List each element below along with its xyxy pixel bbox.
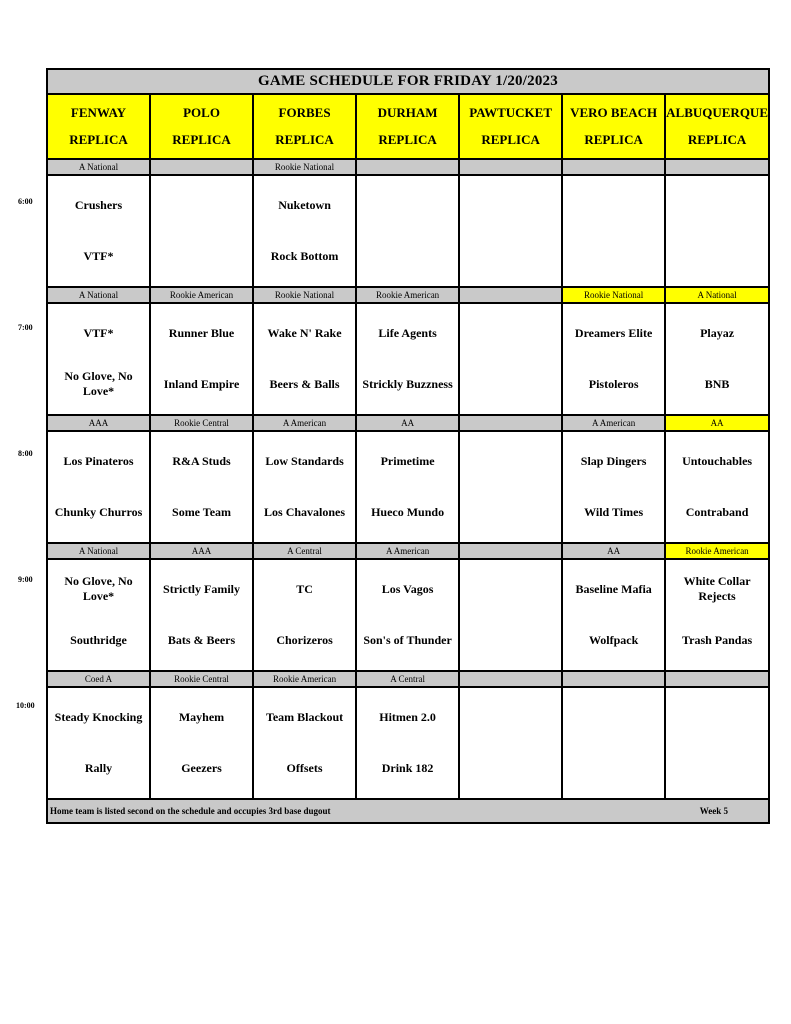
away-team: Wake N' Rake [267, 325, 342, 340]
game-cell [666, 304, 768, 414]
field-name: FORBES [278, 104, 331, 120]
home-team: Contraband [685, 504, 749, 519]
field-header [357, 95, 458, 158]
division-label [460, 544, 561, 558]
home-team: Chorizeros [276, 632, 333, 647]
field-subtitle: REPLICA [584, 132, 643, 148]
field-subtitle: REPLICA [172, 132, 231, 148]
time-slot-label: 7:00 [18, 323, 33, 332]
away-team: Playaz [700, 325, 735, 340]
game-cell [563, 432, 664, 542]
home-team: Some Team [172, 504, 232, 519]
field-name: POLO [183, 104, 220, 120]
field-header [666, 95, 768, 158]
game-cell [460, 304, 561, 414]
field-name: VERO BEACH [570, 104, 658, 120]
home-team: Bats & Beers [167, 632, 236, 647]
division-label [563, 672, 664, 686]
time-slot-label: 6:00 [18, 197, 33, 206]
home-team: Trash Pandas [682, 632, 753, 647]
division-label [151, 160, 252, 174]
division-label: Coed A [48, 672, 149, 686]
away-team: Crushers [74, 197, 123, 212]
game-cell [151, 432, 252, 542]
home-team: Geezers [181, 760, 222, 775]
division-label: Rookie American [254, 672, 355, 686]
home-team: VTF* [83, 248, 114, 263]
game-cell [357, 560, 458, 670]
game-cell [563, 176, 664, 286]
field-header [48, 95, 149, 158]
game-cell [460, 560, 561, 670]
field-subtitle: REPLICA [275, 132, 334, 148]
field-header [151, 95, 252, 158]
home-team: Rally [84, 760, 113, 775]
away-team: TC [296, 581, 313, 596]
game-cell [151, 304, 252, 414]
field-subtitle: REPLICA [378, 132, 437, 148]
home-team: Pistoleros [588, 376, 639, 391]
schedule-title: GAME SCHEDULE FOR FRIDAY 1/20/2023 [48, 70, 768, 93]
game-cell [666, 560, 768, 670]
field-subtitle: REPLICA [69, 132, 128, 148]
division-label: Rookie American [151, 288, 252, 302]
game-cell [460, 432, 561, 542]
division-label: A National [48, 288, 149, 302]
game-cell [48, 432, 149, 542]
field-header [254, 95, 355, 158]
away-team: White Collar Rejects [683, 574, 751, 603]
footer-note: Home team is listed second on the schedule and occupies 3rd base dugout [50, 806, 331, 816]
division-label: AA [666, 416, 768, 430]
away-team: Runner Blue [168, 325, 235, 340]
field-name: DURHAM [377, 104, 438, 120]
division-label: A American [254, 416, 355, 430]
division-label [357, 160, 458, 174]
field-subtitle: REPLICA [481, 132, 540, 148]
field-name: PAWTUCKET [469, 104, 553, 120]
division-label: Rookie National [254, 288, 355, 302]
away-team: Primetime [380, 453, 435, 468]
away-team: Los Vagos [381, 581, 434, 596]
home-team: Wolfpack [588, 632, 639, 647]
game-cell [151, 688, 252, 798]
home-team: Chunky Churros [54, 504, 143, 519]
away-team: VTF* [83, 325, 114, 340]
time-slot-label: 9:00 [18, 575, 33, 584]
away-team: Los Pinateros [63, 453, 134, 468]
week-label: Week 5 [699, 806, 728, 816]
home-team: Beers & Balls [269, 376, 340, 391]
away-team: Steady Knocking [54, 709, 143, 724]
field-subtitle: REPLICA [687, 132, 747, 148]
game-cell [357, 304, 458, 414]
home-team: Wild Times [584, 504, 644, 519]
division-label: A National [48, 544, 149, 558]
game-cell [254, 432, 355, 542]
away-team: Baseline Mafia [575, 581, 652, 596]
division-label [460, 672, 561, 686]
game-cell [563, 304, 664, 414]
game-cell [666, 688, 768, 798]
division-label [563, 160, 664, 174]
field-header [563, 95, 664, 158]
away-team: Slap Dingers [580, 453, 647, 468]
division-label: Rookie American [666, 544, 768, 558]
home-team: Los Chavalones [264, 504, 346, 519]
away-team: Team Blackout [265, 709, 344, 724]
home-team: No Glove, No Love* [64, 369, 133, 398]
away-team: Hitmen 2.0 [379, 709, 436, 724]
game-cell [151, 560, 252, 670]
division-label [666, 672, 768, 686]
home-team: Rock Bottom [270, 248, 339, 263]
away-team: Mayhem [178, 709, 225, 724]
game-cell [254, 688, 355, 798]
division-label: Rookie Central [151, 672, 252, 686]
division-label [460, 288, 561, 302]
game-cell [563, 560, 664, 670]
time-slot-label: 10:00 [16, 701, 35, 710]
field-header [460, 95, 561, 158]
away-team: Low Standards [265, 453, 344, 468]
division-label: Rookie Central [151, 416, 252, 430]
division-label: A Central [357, 672, 458, 686]
game-cell [48, 560, 149, 670]
field-name: FENWAY [70, 104, 127, 120]
division-label: A Central [254, 544, 355, 558]
home-team: Inland Empire [163, 376, 240, 391]
game-cell [666, 432, 768, 542]
game-cell [254, 304, 355, 414]
game-cell [460, 176, 561, 286]
away-team: No Glove, No Love* [64, 574, 133, 603]
division-label: AA [563, 544, 664, 558]
game-cell [563, 688, 664, 798]
division-label: AAA [151, 544, 252, 558]
field-name: ALBUQUERQUE [666, 104, 768, 120]
game-cell [666, 176, 768, 286]
away-team: Untouchables [682, 453, 753, 468]
game-cell [48, 304, 149, 414]
game-cell [48, 176, 149, 286]
division-label: A American [563, 416, 664, 430]
division-label: Rookie National [563, 288, 664, 302]
division-label: Rookie American [357, 288, 458, 302]
schedule-footer [48, 800, 768, 822]
game-cell [151, 176, 252, 286]
division-label: AA [357, 416, 458, 430]
time-slot-label: 8:00 [18, 449, 33, 458]
game-cell [254, 176, 355, 286]
home-team: BNB [704, 376, 730, 391]
away-team: Life Agents [378, 325, 437, 340]
game-schedule-table [46, 68, 770, 824]
division-label [460, 416, 561, 430]
home-team: Southridge [70, 632, 127, 647]
away-team: Strictly Family [163, 581, 241, 596]
home-team: Strickly Buzzness [362, 376, 453, 391]
home-team: Son's of Thunder [363, 632, 452, 647]
away-team: Dreamers Elite [574, 325, 653, 340]
home-team: Drink 182 [381, 760, 434, 775]
game-cell [357, 176, 458, 286]
game-cell [460, 688, 561, 798]
division-label: AAA [48, 416, 149, 430]
game-cell [254, 560, 355, 670]
division-label: A National [48, 160, 149, 174]
division-label: A National [666, 288, 768, 302]
division-label: A American [357, 544, 458, 558]
division-label [460, 160, 561, 174]
away-team: Nuketown [278, 197, 331, 212]
division-label: Rookie National [254, 160, 355, 174]
game-cell [357, 432, 458, 542]
away-team: R&A Studs [172, 453, 231, 468]
division-label [666, 160, 768, 174]
game-cell [357, 688, 458, 798]
game-cell [48, 688, 149, 798]
home-team: Hueco Mundo [371, 504, 445, 519]
home-team: Offsets [286, 760, 323, 775]
